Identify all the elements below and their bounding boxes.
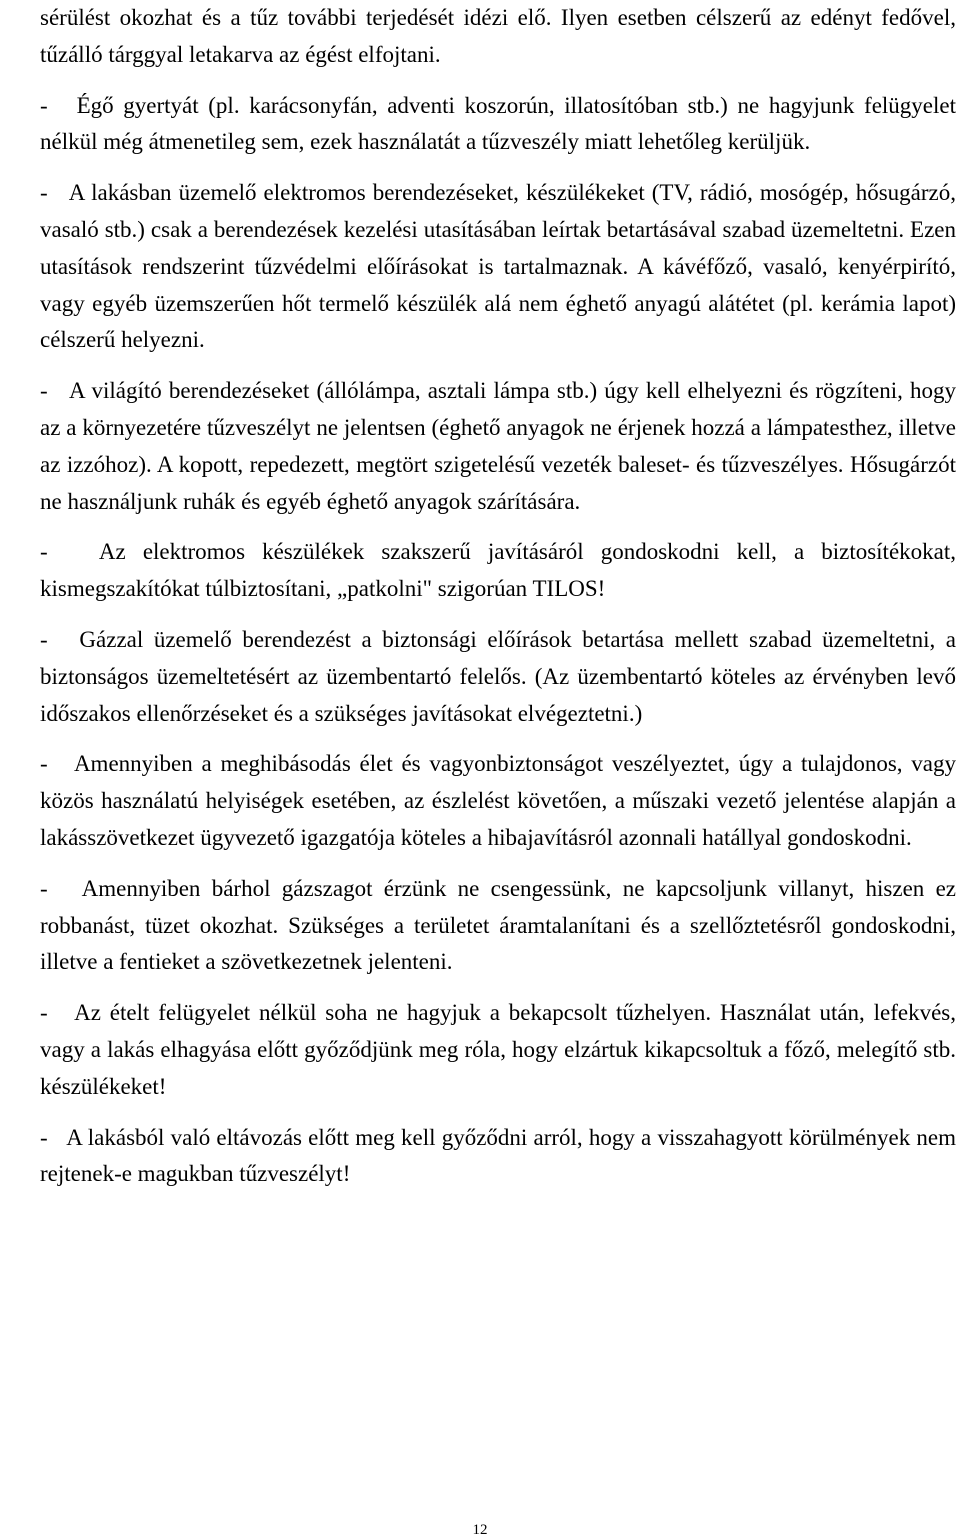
list-item-text: A lakásban üzemelő elektromos berendezéseket, készülékeket (TV, rádió, mosógép, hősugárzó, vasaló stb.) csak a berendezések kezelési utasításában leírtak betartásával szabad üzemeltetni. Ezen utasítások rendszerint tűzvédelmi előírásokat is tartalmaznak. A kávéfőző, vasaló, kenyérpirító, vagy egyéb üzemszerűen hőt termelő készülék alá nem éghető anyagú alátétet (pl. kerámia lapot) célszerű helyezni. [40,180,956,353]
list-dash: - [40,626,48,652]
list-dash: - [40,92,48,118]
list-dash: - [40,1000,48,1026]
list-dash: - [40,1124,48,1150]
list-item [40,175,956,359]
list-dash: - [40,378,48,404]
document-body [40,0,956,1193]
list-item [40,373,956,520]
list-item [40,88,956,162]
list-item-text: Amennyiben a meghibásodás élet és vagyonbiztonságot veszélyeztet, úgy a tulajdonos, vagy közös használatú helyiségek esetében, az észlelést követően, a műszaki vezető jelentése alapján a lakásszövetkezet ügyvezető igazgatója köteles a hibajavításról azonnali hatállyal gondoskodni. [40,751,957,850]
list-item-text: A lakásból való eltávozás előtt meg kell győződni arról, hogy a visszahagyott körülmények nem rejtenek-e magukban tűzveszélyt! [40,1124,956,1187]
list-item [40,995,956,1105]
list-item-text: A világító berendezéseket (állólámpa, asztali lámpa stb.) úgy kell elhelyezni és rögzíteni, hogy az a környezetére tűzveszélyt ne jelentsen (éghető anyagok ne érjenek hozzá a lámpatesthez, illetve az izzóhoz). A kopott, repedezett, megtört szigetelésű vezeték baleset- és tűzveszélyes. Hősugárzót ne használjunk ruhák és egyéb éghető anyagok szárítására. [40,378,957,514]
page-number: 12 [472,1522,488,1538]
list-item [40,871,956,981]
list-item-text: Amennyiben bárhol gázszagot érzünk ne csengessünk, ne kapcsoljunk villanyt, hiszen ez robbanást, tüzet okozhat. Szükséges a területet áramtalanítani és a szellőztetésről gondoskodni, illetve a fentieket a szövetkezetnek jelenteni. [40,875,957,975]
list-item [40,1120,956,1194]
list-dash: - [40,751,48,777]
list-dash: - [40,539,48,565]
intro-paragraph: sérülést okozhat és a tűz további terjedését idézi elő. Ilyen esetben célszerű az edényt fedővel, tűzálló tárggyal letakarva az égést elfojtani. [40,5,956,67]
list-item [40,746,956,856]
list-item [40,534,956,608]
list-item-text: Gázzal üzemelő berendezést a biztonsági előírások betartása mellett szabad üzemeltetni, a biztonságos üzemeltetésért az üzembentartó felelős. (Az üzembentartó köteles az érvényben levő időszakos ellenőrzéseket és a szükséges javításokat elvégeztetni.) [40,626,956,726]
list-item-text: Az ételt felügyelet nélkül soha ne hagyjuk a bekapcsolt tűzhelyen. Használat után, lefekvés, vagy a lakás elhagyása előtt győződjünk meg róla, hogy elzártuk kikapcsoltuk a főző, melegítő stb. készülékeket! [40,1000,957,1099]
list-dash: - [40,875,48,901]
list-item [40,622,956,732]
bullet-list [40,88,956,1194]
list-item-text: Égő gyertyát (pl. karácsonyfán, adventi koszorún, illatosítóban stb.) ne hagyjunk felügyelet nélkül még átmenetileg sem, ezek használatát a tűzveszély miatt lehetőleg kerüljük. [40,92,957,155]
list-item-text: Az elektromos készülékek szakszerű javításáról gondoskodni kell, a biztosítékokat, kismegszakítókat túlbiztosítani, „patkolni" szigorúan TILOS! [40,539,957,602]
list-dash: - [40,180,48,206]
